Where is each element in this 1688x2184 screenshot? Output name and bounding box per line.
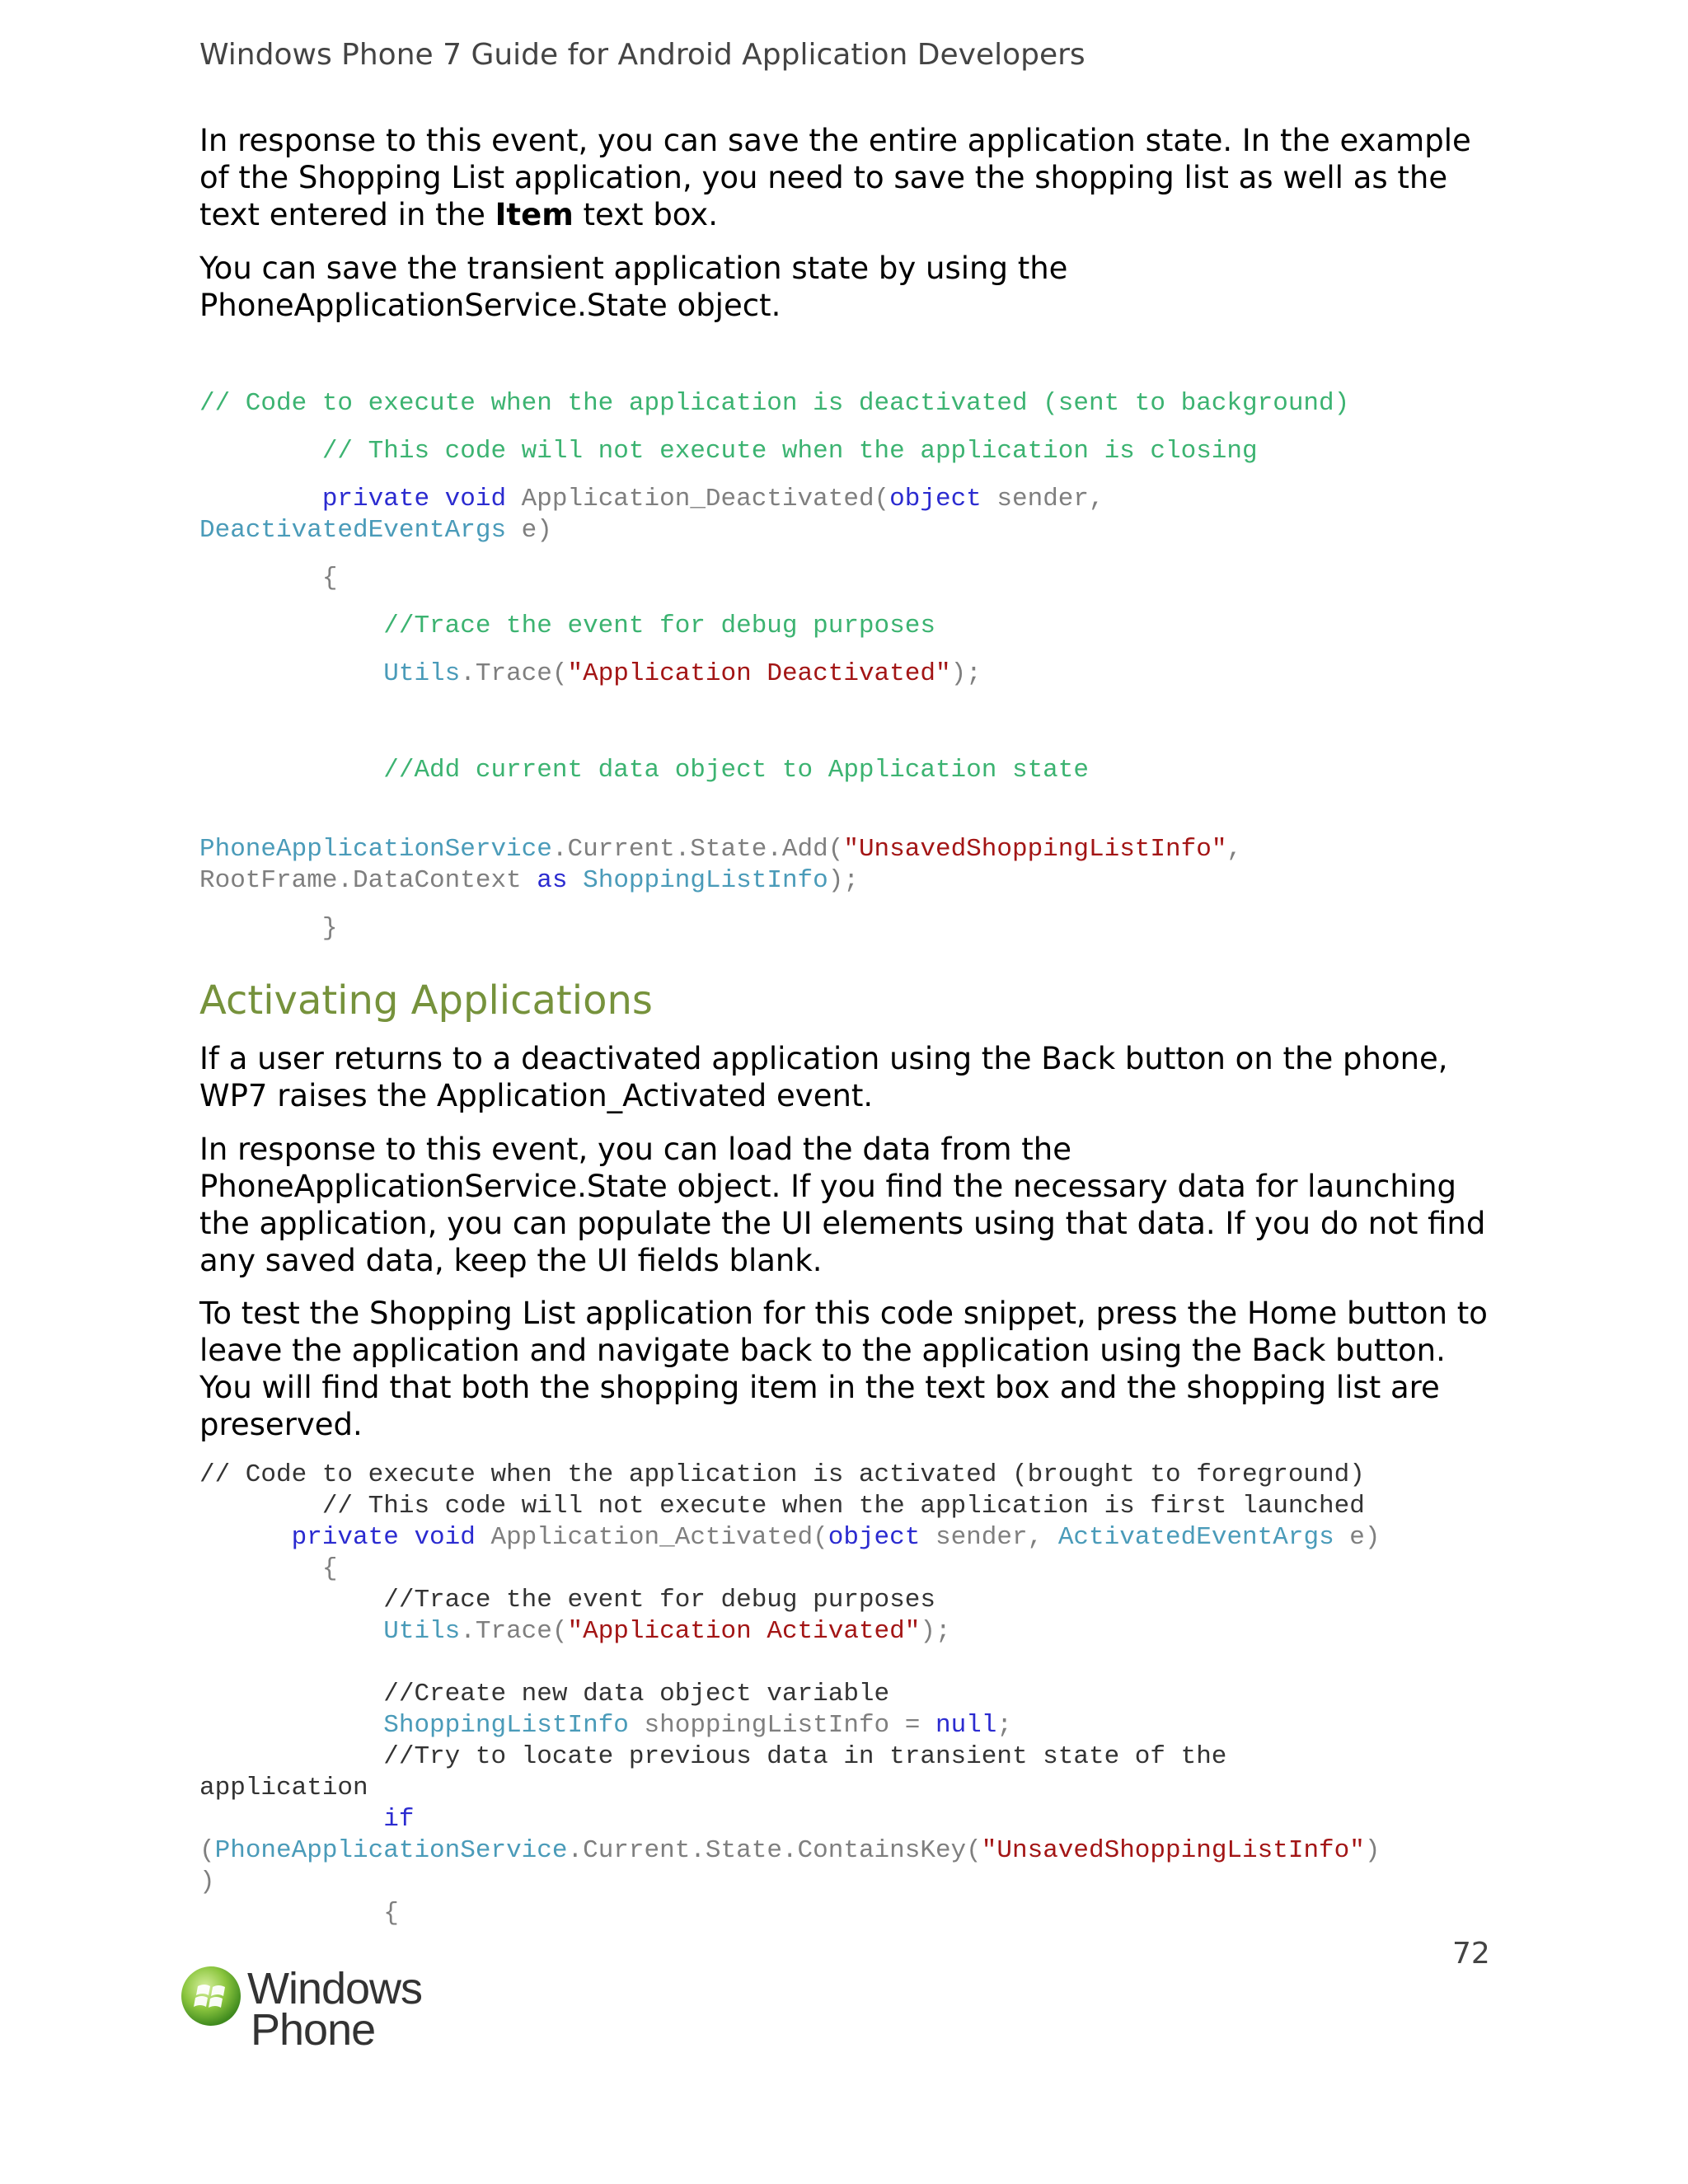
item-bold-label: Item: [495, 197, 574, 232]
code-type: PhoneApplicationService: [199, 835, 552, 864]
code-text: Application_Activated(: [475, 1523, 828, 1552]
code-line: [199, 1836, 1380, 1865]
code-line: application: [199, 1774, 368, 1802]
section-heading: Activating Applications: [199, 977, 653, 1024]
code-text: .Trace(: [460, 1617, 568, 1646]
section-paragraph-3: To test the Shopping List application for this code snippet, press the Home button to leave the application and navigate back to the application using the Back button. You will find that both the shopping item in the text box and the shopping list are preserved.: [199, 1296, 1488, 1442]
code-line: //Add current data object to Application state: [199, 756, 1089, 785]
code-indent: [199, 1617, 383, 1646]
code-line: [199, 1805, 414, 1834]
code-type: DeactivatedEventArgs: [199, 516, 507, 545]
code-keyword: private void: [321, 485, 507, 513]
code-line: ): [199, 1868, 215, 1896]
code-line: [199, 485, 1104, 513]
code-text: shoppingListInfo =: [628, 1711, 935, 1740]
code-line: // Code to execute when the application is deactivated (sent to background): [199, 389, 1350, 418]
code-line: // Code to execute when the application is activated (brought to foreground): [199, 1460, 1365, 1489]
code-type: ShoppingListInfo: [383, 1711, 629, 1740]
code-text: e): [1334, 1523, 1381, 1552]
code-line: //Create new data object variable: [199, 1680, 890, 1708]
code-text: .Current.State.ContainsKey(: [567, 1836, 982, 1865]
code-line: //Try to locate previous data in transient state of the: [199, 1742, 1227, 1771]
code-text: e): [506, 516, 552, 545]
code-string: "Application Activated": [567, 1617, 921, 1646]
code-text: .Current.State.Add(: [551, 835, 844, 864]
code-type: PhoneApplicationService: [214, 1836, 568, 1865]
code-line: [199, 1711, 1012, 1740]
intro-text-a: In response to this event, you can save the entire application state. In the example of the Shopping List application, you need to save the shopping list as well as the text entered in the: [199, 123, 1471, 232]
code-line: [199, 659, 982, 688]
code-keyword: object: [828, 1523, 921, 1552]
code-type: ShoppingListInfo: [583, 866, 828, 895]
code-keyword: private void: [291, 1523, 476, 1552]
code-text: );: [920, 1617, 951, 1646]
code-string: "UnsavedShoppingListInfo": [843, 835, 1227, 864]
code-text: ;: [996, 1711, 1012, 1740]
windows-phone-logo: [180, 1961, 435, 2055]
code-text: .Trace(: [460, 659, 568, 688]
intro-paragraph-2: You can save the transient application state by using the PhoneApplicationService.State object.: [199, 251, 1068, 323]
code-text: sender,: [981, 485, 1104, 513]
code-line: //Trace the event for debug purposes: [199, 1586, 935, 1615]
code-line: // This code will not execute when the application is closing: [199, 437, 1258, 466]
code-text: Application_Deactivated(: [506, 485, 890, 513]
code-string: "Application Deactivated": [567, 659, 951, 688]
code-type: ActivatedEventArgs: [1057, 1523, 1334, 1552]
code-line: {: [199, 1899, 399, 1928]
intro-text-b: text box.: [573, 197, 718, 232]
code-keyword: null: [935, 1711, 997, 1740]
code-indent: [199, 1711, 383, 1740]
code-line: }: [199, 914, 338, 943]
code-line: [199, 866, 859, 895]
section-paragraph-1: If a user returns to a deactivated application using the Back button on the phone, WP7 raises the Application_Activated event.: [199, 1041, 1448, 1113]
code-space: [568, 866, 584, 895]
code-line: [199, 835, 1242, 864]
code-text: (: [199, 1836, 215, 1865]
code-keyword: as: [537, 866, 568, 895]
code-line: [199, 516, 552, 545]
code-line: // This code will not execute when the application is first launched: [199, 1492, 1365, 1521]
code-text: RootFrame.DataContext: [199, 866, 537, 895]
code-keyword: object: [889, 485, 982, 513]
code-line: [199, 1523, 1380, 1552]
code-line: {: [199, 1554, 338, 1583]
code-type: Utils: [383, 659, 461, 688]
code-line: {: [199, 564, 338, 593]
logo-line-1: Windows: [247, 1964, 423, 2013]
code-text: );: [828, 866, 859, 895]
code-indent: [199, 485, 322, 513]
page-number: 72: [1452, 1937, 1490, 1971]
logo-wordmark: [247, 1964, 423, 2055]
code-text: );: [950, 659, 982, 688]
code-indent: [199, 659, 383, 688]
running-header: Windows Phone 7 Guide for Android Application Developers: [199, 38, 1085, 72]
code-text: ,: [1226, 835, 1243, 864]
code-line: [199, 1617, 951, 1646]
code-text: ): [1364, 1836, 1381, 1865]
code-string: "UnsavedShoppingListInfo": [981, 1836, 1365, 1865]
code-indent: [199, 1805, 383, 1834]
logo-line-2: Phone: [251, 2005, 376, 2055]
windows-flag-icon: [180, 1965, 242, 2027]
code-line: //Trace the event for debug purposes: [199, 612, 935, 640]
code-text: sender,: [920, 1523, 1058, 1552]
code-indent: [199, 1523, 292, 1552]
section-paragraph-2: In response to this event, you can load the data from the PhoneApplicationService.State object. If you find the necessary data for launching the application, you can populate the UI elements using that data. If you do not find any saved data, keep the UI fields blank.: [199, 1132, 1486, 1278]
code-keyword: if: [383, 1805, 415, 1834]
code-type: Utils: [383, 1617, 461, 1646]
